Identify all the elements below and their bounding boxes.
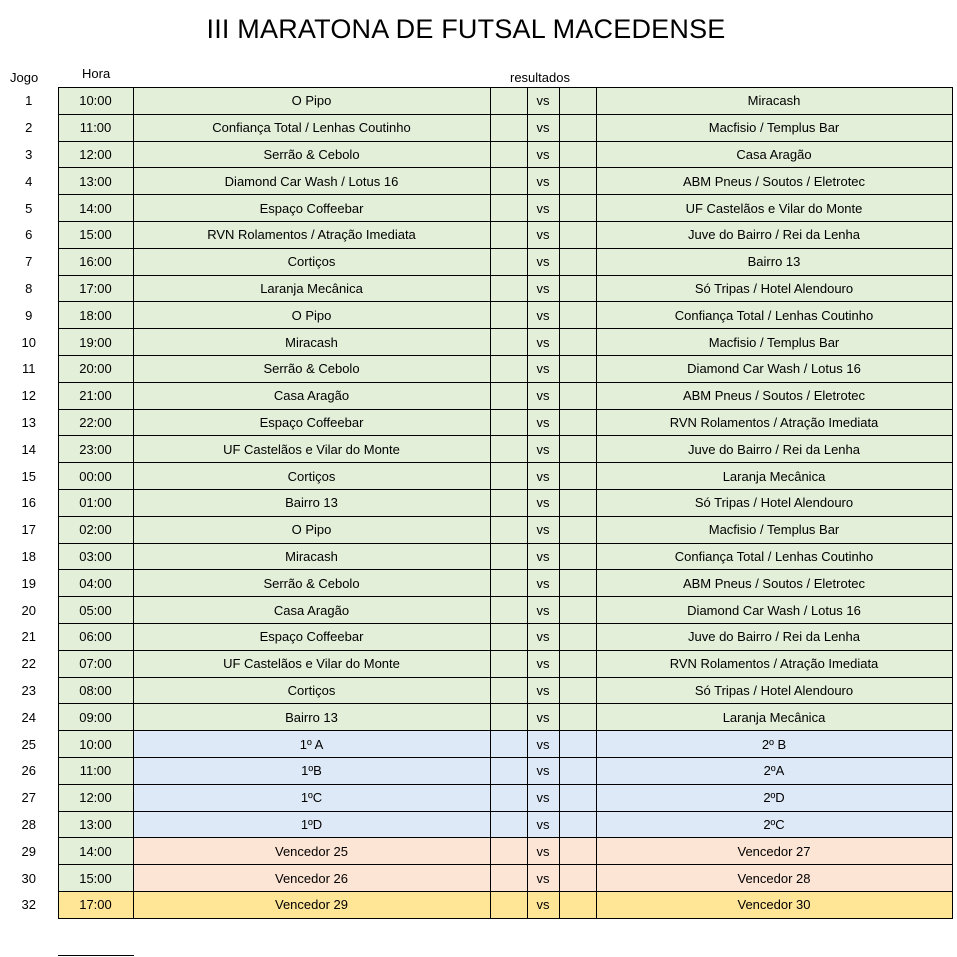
game-number: 28	[0, 811, 58, 838]
away-score-cell[interactable]	[559, 248, 596, 275]
game-time: 04:00	[58, 570, 133, 597]
away-score-cell[interactable]	[559, 463, 596, 490]
away-team: 2ºA	[596, 757, 952, 784]
home-team: O Pipo	[133, 302, 490, 329]
away-score-cell[interactable]	[559, 704, 596, 731]
vs-label: vs	[527, 757, 559, 784]
home-score-cell[interactable]	[490, 516, 527, 543]
table-row	[0, 355, 952, 382]
home-score-cell[interactable]	[490, 409, 527, 436]
away-score-cell[interactable]	[559, 382, 596, 409]
home-score-cell[interactable]	[490, 382, 527, 409]
away-score-cell[interactable]	[559, 141, 596, 168]
game-number: 24	[0, 704, 58, 731]
game-number: 20	[0, 597, 58, 624]
game-number: 5	[0, 195, 58, 222]
header-hora: Hora	[82, 66, 111, 81]
game-number: 1	[0, 88, 58, 115]
game-time: 11:00	[58, 114, 133, 141]
game-number: 9	[0, 302, 58, 329]
away-score-cell[interactable]	[559, 489, 596, 516]
away-score-cell[interactable]	[559, 168, 596, 195]
away-team: Macfisio / Templus Bar	[596, 114, 952, 141]
vs-label: vs	[527, 543, 559, 570]
away-score-cell[interactable]	[559, 677, 596, 704]
game-time: 13:00	[58, 811, 133, 838]
away-score-cell[interactable]	[559, 302, 596, 329]
away-team: Vencedor 28	[596, 865, 952, 892]
game-number: 12	[0, 382, 58, 409]
away-score-cell[interactable]	[559, 811, 596, 838]
home-team: 1ºB	[133, 757, 490, 784]
home-team: Espaço Coffeebar	[133, 409, 490, 436]
table-row	[0, 865, 952, 892]
table-row	[0, 489, 952, 516]
table-row	[0, 221, 952, 248]
game-time: 17:00	[58, 891, 133, 918]
away-team: Macfisio / Templus Bar	[596, 329, 952, 356]
game-time: 12:00	[58, 141, 133, 168]
away-team: Vencedor 30	[596, 891, 952, 918]
home-score-cell[interactable]	[490, 650, 527, 677]
away-score-cell[interactable]	[559, 623, 596, 650]
away-score-cell[interactable]	[559, 409, 596, 436]
game-number: 7	[0, 248, 58, 275]
away-score-cell[interactable]	[559, 570, 596, 597]
vs-label: vs	[527, 195, 559, 222]
vs-label: vs	[527, 784, 559, 811]
home-score-cell[interactable]	[490, 623, 527, 650]
home-team: Serrão & Cebolo	[133, 355, 490, 382]
home-score-cell[interactable]	[490, 784, 527, 811]
home-team: Confiança Total / Lenhas Coutinho	[133, 114, 490, 141]
table-row	[0, 248, 952, 275]
home-team: 1º A	[133, 731, 490, 758]
game-number: 17	[0, 516, 58, 543]
home-team: O Pipo	[133, 516, 490, 543]
away-team: ABM Pneus / Soutos / Eletrotec	[596, 168, 952, 195]
table-row	[0, 543, 952, 570]
away-team: Juve do Bairro / Rei da Lenha	[596, 221, 952, 248]
home-team: Casa Aragão	[133, 382, 490, 409]
home-team: Cortiços	[133, 248, 490, 275]
home-score-cell[interactable]	[490, 302, 527, 329]
away-team: Laranja Mecânica	[596, 704, 952, 731]
home-score-cell[interactable]	[490, 489, 527, 516]
game-time: 18:00	[58, 302, 133, 329]
home-team: Casa Aragão	[133, 597, 490, 624]
game-time: 14:00	[58, 195, 133, 222]
away-score-cell[interactable]	[559, 597, 596, 624]
game-number: 21	[0, 623, 58, 650]
game-number: 25	[0, 731, 58, 758]
away-score-cell[interactable]	[559, 838, 596, 865]
vs-label: vs	[527, 731, 559, 758]
home-team: 1ºD	[133, 811, 490, 838]
away-team: 2º B	[596, 731, 952, 758]
game-number: 6	[0, 221, 58, 248]
home-team: Bairro 13	[133, 489, 490, 516]
table-row	[0, 704, 952, 731]
away-team: 2ºD	[596, 784, 952, 811]
game-number: 26	[0, 757, 58, 784]
game-time: 08:00	[58, 677, 133, 704]
home-score-cell[interactable]	[490, 114, 527, 141]
home-team: O Pipo	[133, 88, 490, 115]
home-score-cell[interactable]	[490, 597, 527, 624]
game-number: 14	[0, 436, 58, 463]
away-score-cell[interactable]	[559, 650, 596, 677]
home-score-cell[interactable]	[490, 168, 527, 195]
game-number: 23	[0, 677, 58, 704]
game-number: 2	[0, 114, 58, 141]
away-score-cell[interactable]	[559, 891, 596, 918]
away-score-cell[interactable]	[559, 195, 596, 222]
home-team: Diamond Car Wash / Lotus 16	[133, 168, 490, 195]
vs-label: vs	[527, 88, 559, 115]
away-score-cell[interactable]	[559, 436, 596, 463]
vs-label: vs	[527, 891, 559, 918]
table-row	[0, 677, 952, 704]
vs-label: vs	[527, 811, 559, 838]
vs-label: vs	[527, 865, 559, 892]
table-row	[0, 891, 952, 918]
vs-label: vs	[527, 704, 559, 731]
game-time: 09:00	[58, 704, 133, 731]
game-time: 14:00	[58, 838, 133, 865]
home-score-cell[interactable]	[490, 677, 527, 704]
game-number: 11	[0, 355, 58, 382]
vs-label: vs	[527, 516, 559, 543]
vs-label: vs	[527, 409, 559, 436]
game-number: 19	[0, 570, 58, 597]
away-score-cell[interactable]	[559, 221, 596, 248]
home-score-cell[interactable]	[490, 570, 527, 597]
table-row	[0, 141, 952, 168]
table-row	[0, 409, 952, 436]
game-time: 20:00	[58, 355, 133, 382]
vs-label: vs	[527, 141, 559, 168]
home-score-cell[interactable]	[490, 463, 527, 490]
vs-label: vs	[527, 597, 559, 624]
away-team: Juve do Bairro / Rei da Lenha	[596, 623, 952, 650]
game-time: 10:00	[58, 88, 133, 115]
home-team: Espaço Coffeebar	[133, 623, 490, 650]
away-team: RVN Rolamentos / Atração Imediata	[596, 409, 952, 436]
home-score-cell[interactable]	[490, 704, 527, 731]
vs-label: vs	[527, 838, 559, 865]
away-score-cell[interactable]	[559, 731, 596, 758]
home-score-cell[interactable]	[490, 329, 527, 356]
game-time: 12:00	[58, 784, 133, 811]
home-team: UF Castelãos e Vilar do Monte	[133, 650, 490, 677]
home-score-cell[interactable]	[490, 436, 527, 463]
table-row	[0, 570, 952, 597]
vs-label: vs	[527, 302, 559, 329]
away-team: Bairro 13	[596, 248, 952, 275]
vs-label: vs	[527, 650, 559, 677]
home-team: Cortiços	[133, 677, 490, 704]
vs-label: vs	[527, 463, 559, 490]
away-team: Só Tripas / Hotel Alendouro	[596, 489, 952, 516]
home-score-cell[interactable]	[490, 141, 527, 168]
home-team: Laranja Mecânica	[133, 275, 490, 302]
away-team: Miracash	[596, 88, 952, 115]
home-team: Cortiços	[133, 463, 490, 490]
game-time: 07:00	[58, 650, 133, 677]
home-score-cell[interactable]	[490, 221, 527, 248]
away-team: ABM Pneus / Soutos / Eletrotec	[596, 570, 952, 597]
vs-label: vs	[527, 382, 559, 409]
game-number: 8	[0, 275, 58, 302]
game-time: 22:00	[58, 409, 133, 436]
game-time: 13:00	[58, 168, 133, 195]
home-team: Espaço Coffeebar	[133, 195, 490, 222]
vs-label: vs	[527, 623, 559, 650]
away-score-cell[interactable]	[559, 543, 596, 570]
table-row	[0, 382, 952, 409]
table-row	[0, 436, 952, 463]
home-team: Miracash	[133, 543, 490, 570]
game-time: 02:00	[58, 516, 133, 543]
home-team: Miracash	[133, 329, 490, 356]
game-number: 16	[0, 489, 58, 516]
game-number: 27	[0, 784, 58, 811]
game-time: 11:00	[58, 757, 133, 784]
home-team: Vencedor 29	[133, 891, 490, 918]
game-number: 10	[0, 329, 58, 356]
table-row	[0, 597, 952, 624]
game-time: 16:00	[58, 248, 133, 275]
table-row	[0, 114, 952, 141]
vs-label: vs	[527, 275, 559, 302]
away-team: ABM Pneus / Soutos / Eletrotec	[596, 382, 952, 409]
away-team: Só Tripas / Hotel Alendouro	[596, 275, 952, 302]
game-time: 15:00	[58, 865, 133, 892]
away-team: Diamond Car Wash / Lotus 16	[596, 597, 952, 624]
away-team: Só Tripas / Hotel Alendouro	[596, 677, 952, 704]
away-team: Casa Aragão	[596, 141, 952, 168]
vs-label: vs	[527, 436, 559, 463]
table-row	[0, 650, 952, 677]
vs-label: vs	[527, 677, 559, 704]
away-team: 2ºC	[596, 811, 952, 838]
away-score-cell[interactable]	[559, 329, 596, 356]
game-number: 32	[0, 891, 58, 918]
away-team: Confiança Total / Lenhas Coutinho	[596, 302, 952, 329]
game-time: 10:00	[58, 731, 133, 758]
away-team: Juve do Bairro / Rei da Lenha	[596, 436, 952, 463]
table-row	[0, 463, 952, 490]
home-score-cell[interactable]	[490, 543, 527, 570]
vs-label: vs	[527, 329, 559, 356]
table-row	[0, 784, 952, 811]
table-row	[0, 195, 952, 222]
away-score-cell[interactable]	[559, 355, 596, 382]
table-row	[0, 302, 952, 329]
home-team: UF Castelãos e Vilar do Monte	[133, 436, 490, 463]
home-score-cell[interactable]	[490, 355, 527, 382]
table-row	[0, 329, 952, 356]
game-time: 23:00	[58, 436, 133, 463]
vs-label: vs	[527, 489, 559, 516]
away-team: Confiança Total / Lenhas Coutinho	[596, 543, 952, 570]
home-team: Bairro 13	[133, 704, 490, 731]
away-team: UF Castelãos e Vilar do Monte	[596, 195, 952, 222]
away-team: Diamond Car Wash / Lotus 16	[596, 355, 952, 382]
vs-label: vs	[527, 570, 559, 597]
away-team: Macfisio / Templus Bar	[596, 516, 952, 543]
home-score-cell[interactable]	[490, 757, 527, 784]
game-number: 15	[0, 463, 58, 490]
table-row	[0, 275, 952, 302]
vs-label: vs	[527, 168, 559, 195]
away-team: Laranja Mecânica	[596, 463, 952, 490]
table-row	[0, 838, 952, 865]
game-time: 06:00	[58, 623, 133, 650]
schedule-body	[0, 88, 952, 919]
game-number: 3	[0, 141, 58, 168]
game-time: 01:00	[58, 489, 133, 516]
page-title: III MARATONA DE FUTSAL MACEDENSE	[206, 14, 726, 44]
table-row	[0, 88, 952, 115]
header-jogo: Jogo	[10, 70, 39, 85]
game-time: 15:00	[58, 221, 133, 248]
away-score-cell[interactable]	[559, 784, 596, 811]
away-score-cell[interactable]	[559, 275, 596, 302]
game-number: 4	[0, 168, 58, 195]
game-time: 03:00	[58, 543, 133, 570]
away-score-cell[interactable]	[559, 757, 596, 784]
home-score-cell[interactable]	[490, 865, 527, 892]
vs-label: vs	[527, 114, 559, 141]
game-number: 30	[0, 865, 58, 892]
home-score-cell[interactable]	[490, 195, 527, 222]
game-time: 05:00	[58, 597, 133, 624]
home-score-cell[interactable]	[490, 731, 527, 758]
game-number: 29	[0, 838, 58, 865]
home-team: RVN Rolamentos / Atração Imediata	[133, 221, 490, 248]
table-row	[0, 623, 952, 650]
away-score-cell[interactable]	[559, 88, 596, 115]
away-score-cell[interactable]	[559, 516, 596, 543]
home-team: 1ºC	[133, 784, 490, 811]
vs-label: vs	[527, 355, 559, 382]
table-row	[0, 811, 952, 838]
home-team: Vencedor 26	[133, 865, 490, 892]
home-score-cell[interactable]	[490, 891, 527, 918]
home-team: Vencedor 25	[133, 838, 490, 865]
away-score-cell[interactable]	[559, 114, 596, 141]
game-time: 21:00	[58, 382, 133, 409]
away-team: RVN Rolamentos / Atração Imediata	[596, 650, 952, 677]
home-team: Serrão & Cebolo	[133, 141, 490, 168]
away-score-cell[interactable]	[559, 865, 596, 892]
away-team: Vencedor 27	[596, 838, 952, 865]
home-score-cell[interactable]	[490, 275, 527, 302]
bottom-divider	[58, 955, 134, 956]
home-score-cell[interactable]	[490, 838, 527, 865]
game-time: 17:00	[58, 275, 133, 302]
game-time: 19:00	[58, 329, 133, 356]
header-resultados: resultados	[510, 70, 570, 85]
vs-label: vs	[527, 248, 559, 275]
home-score-cell[interactable]	[490, 811, 527, 838]
game-number: 18	[0, 543, 58, 570]
home-score-cell[interactable]	[490, 88, 527, 115]
vs-label: vs	[527, 221, 559, 248]
home-score-cell[interactable]	[490, 248, 527, 275]
table-row	[0, 168, 952, 195]
table-row	[0, 516, 952, 543]
table-row	[0, 731, 952, 758]
game-number: 22	[0, 650, 58, 677]
schedule-table	[0, 87, 953, 919]
game-number: 13	[0, 409, 58, 436]
game-time: 00:00	[58, 463, 133, 490]
home-team: Serrão & Cebolo	[133, 570, 490, 597]
table-row	[0, 757, 952, 784]
